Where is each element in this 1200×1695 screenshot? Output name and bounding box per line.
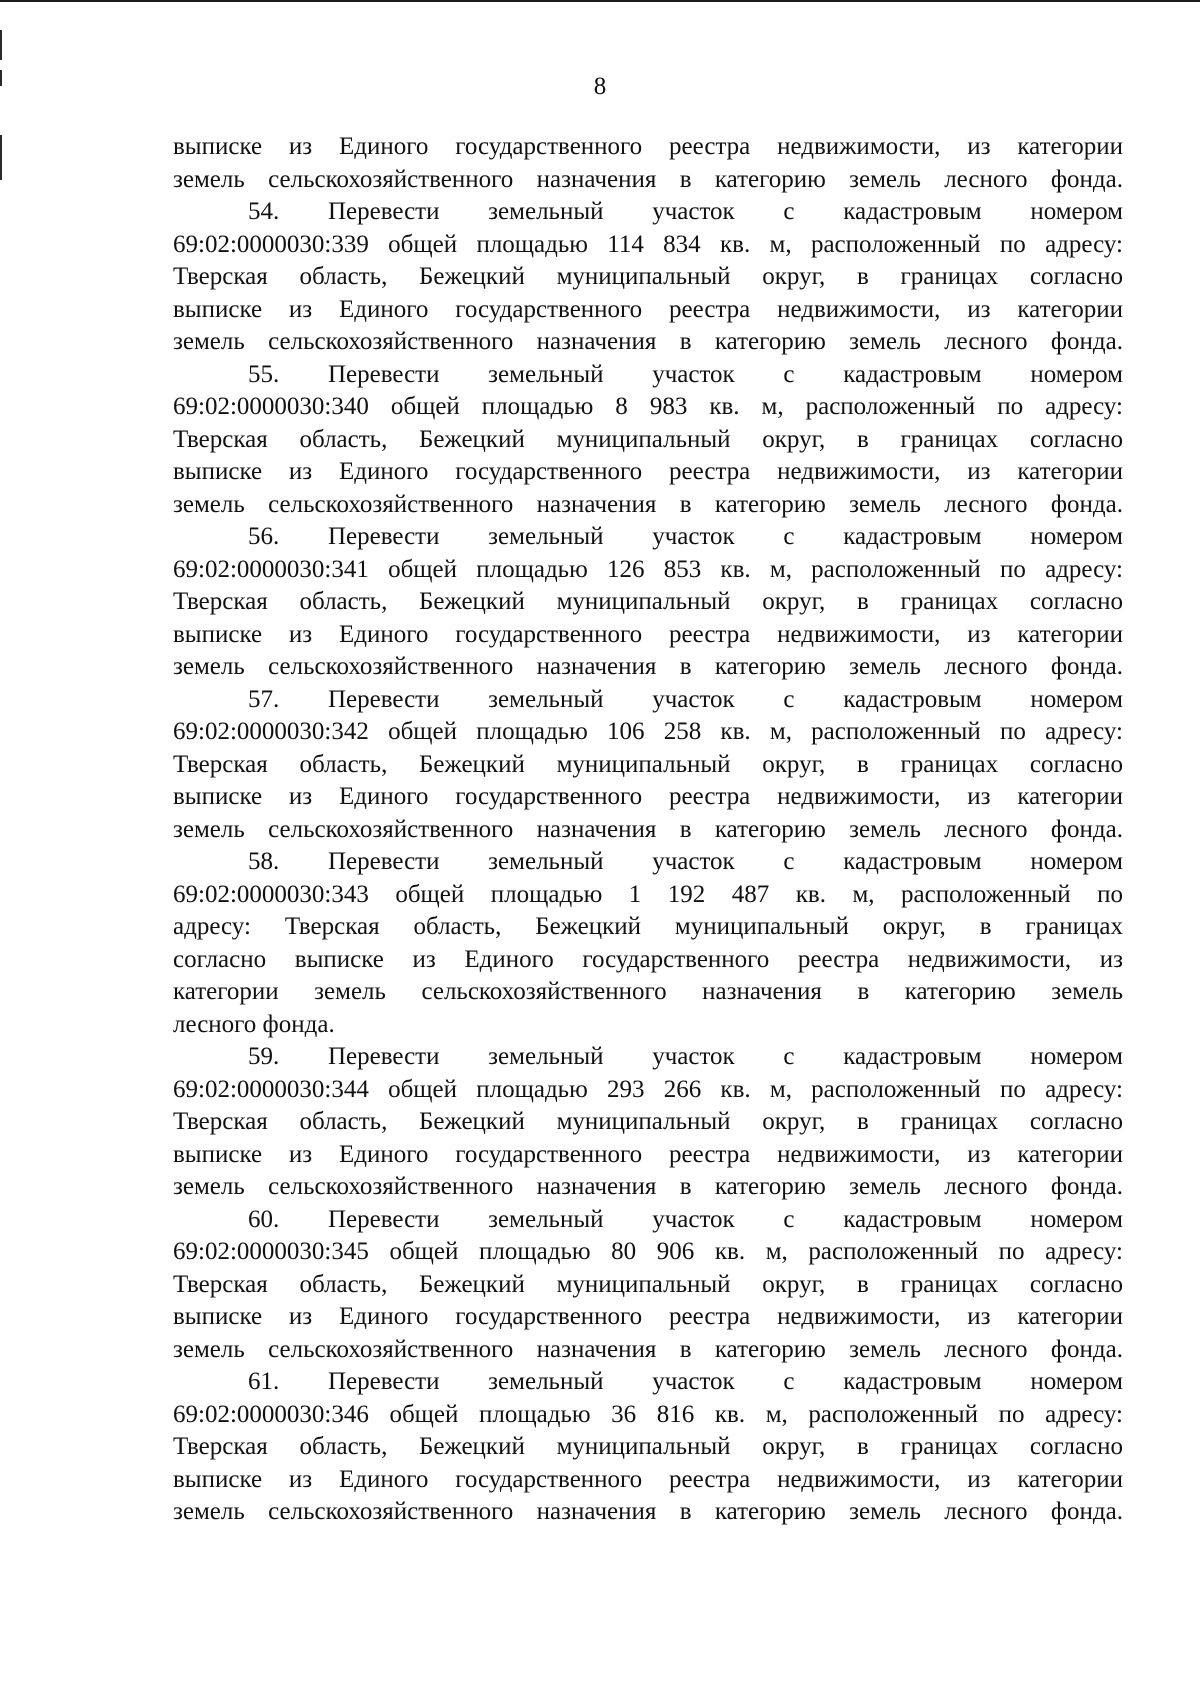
page-number: 8 (593, 73, 607, 100)
paragraph-first-line: 58. Перевести земельный участок с кадастровым номером (248, 848, 1123, 875)
text-line: выписке из Единого государственного реестра недвижимости, из категории (173, 458, 1123, 485)
text-line: земель сельскохозяйственного назначения в категорию земель лесного фонда. (173, 1335, 1123, 1363)
text-line: выписке из Единого государственного реестра недвижимости, из категории (173, 295, 1123, 323)
text-line: Тверская область, Бежецкий муниципальный округ, в границах согласно (173, 1433, 1123, 1460)
paragraph-first-line: 54. Перевести земельный участок с кадастровым номером (248, 198, 1123, 225)
text-line: 69:02:0000030:342 общей площадью 106 258 кв. м, расположенный по адресу: (173, 718, 1123, 745)
paragraph-first-line: 60. Перевести земельный участок с кадастровым номером (248, 1205, 1123, 1233)
text-line: выписке из Единого государственного реестра недвижимости, из категории (173, 1465, 1123, 1493)
text-line: Тверская область, Бежецкий муниципальный округ, в границах согласно (173, 588, 1123, 615)
text-line: Тверская область, Бежецкий муниципальный округ, в границах согласно (173, 425, 1123, 453)
text-line: 69:02:0000030:344 общей площадью 293 266 кв. м, расположенный по адресу: (173, 1075, 1123, 1103)
text-line: 69:02:0000030:346 общей площадью 36 816 кв. м, расположенный по адресу: (173, 1400, 1123, 1428)
text-line: выписке из Единого государственного реестра недвижимости, из категории (173, 783, 1123, 810)
scan-edge-left-mark (0, 135, 2, 180)
text-line: 69:02:0000030:339 общей площадью 114 834 кв. м, расположенный по адресу: (173, 230, 1123, 258)
text-line: Тверская область, Бежецкий муниципальный округ, в границах согласно (173, 1270, 1123, 1298)
text-line: Тверская область, Бежецкий муниципальный округ, в границах согласно (173, 750, 1123, 778)
text-line: выписке из Единого государственного реестра недвижимости, из категории (173, 620, 1123, 648)
text-line: 69:02:0000030:345 общей площадью 80 906 кв. м, расположенный по адресу: (173, 1238, 1123, 1265)
text-line: адресу: Тверская область, Бежецкий муниципальный округ, в границах (173, 913, 1123, 940)
text-line: земель сельскохозяйственного назначения в категорию земель лесного фонда. (173, 165, 1123, 193)
paragraph-first-line: 57. Перевести земельный участок с кадастровым номером (248, 685, 1123, 713)
text-line: Тверская область, Бежецкий муниципальный округ, в границах согласно (173, 1108, 1123, 1135)
paragraph-first-line: 55. Перевести земельный участок с кадастровым номером (248, 360, 1123, 388)
text-line: земель сельскохозяйственного назначения в категорию земель лесного фонда. (173, 653, 1123, 680)
text-line: 69:02:0000030:343 общей площадью 1 192 487 кв. м, расположенный по (173, 880, 1123, 908)
text-line: земель сельскохозяйственного назначения в категорию земель лесного фонда. (173, 1498, 1123, 1525)
text-line: согласно выписке из Единого государственного реестра недвижимости, из (173, 945, 1123, 973)
scan-edge-left-mark (0, 30, 2, 60)
text-line: выписке из Единого государственного реестра недвижимости, из категории (173, 1303, 1123, 1330)
text-line: лесного фонда. (173, 1010, 335, 1038)
text-line: земель сельскохозяйственного назначения в категорию земель лесного фонда. (173, 328, 1123, 355)
document-body (173, 131, 1123, 1529)
text-line: земель сельскохозяйственного назначения в категорию земель лесного фонда. (173, 815, 1123, 843)
paragraph-first-line: 59. Перевести земельный участок с кадастровым номером (248, 1043, 1123, 1070)
text-line: выписке из Единого государственного реестра недвижимости, из категории (173, 1140, 1123, 1168)
paragraph-first-line: 56. Перевести земельный участок с кадастровым номером (248, 523, 1123, 550)
text-line: 69:02:0000030:340 общей площадью 8 983 кв. м, расположенный по адресу: (173, 393, 1123, 420)
text-line: выписке из Единого государственного реестра недвижимости, из категории (173, 133, 1123, 160)
text-line: 69:02:0000030:341 общей площадью 126 853 кв. м, расположенный по адресу: (173, 555, 1123, 583)
paragraph-first-line: 61. Перевести земельный участок с кадастровым номером (248, 1368, 1123, 1395)
text-line: Тверская область, Бежецкий муниципальный округ, в границах согласно (173, 263, 1123, 290)
text-line: земель сельскохозяйственного назначения в категорию земель лесного фонда. (173, 490, 1123, 518)
text-line: категории земель сельскохозяйственного назначения в категорию земель (173, 978, 1123, 1005)
text-line: земель сельскохозяйственного назначения в категорию земель лесного фонда. (173, 1173, 1123, 1200)
scan-edge-top (0, 0, 1200, 2)
